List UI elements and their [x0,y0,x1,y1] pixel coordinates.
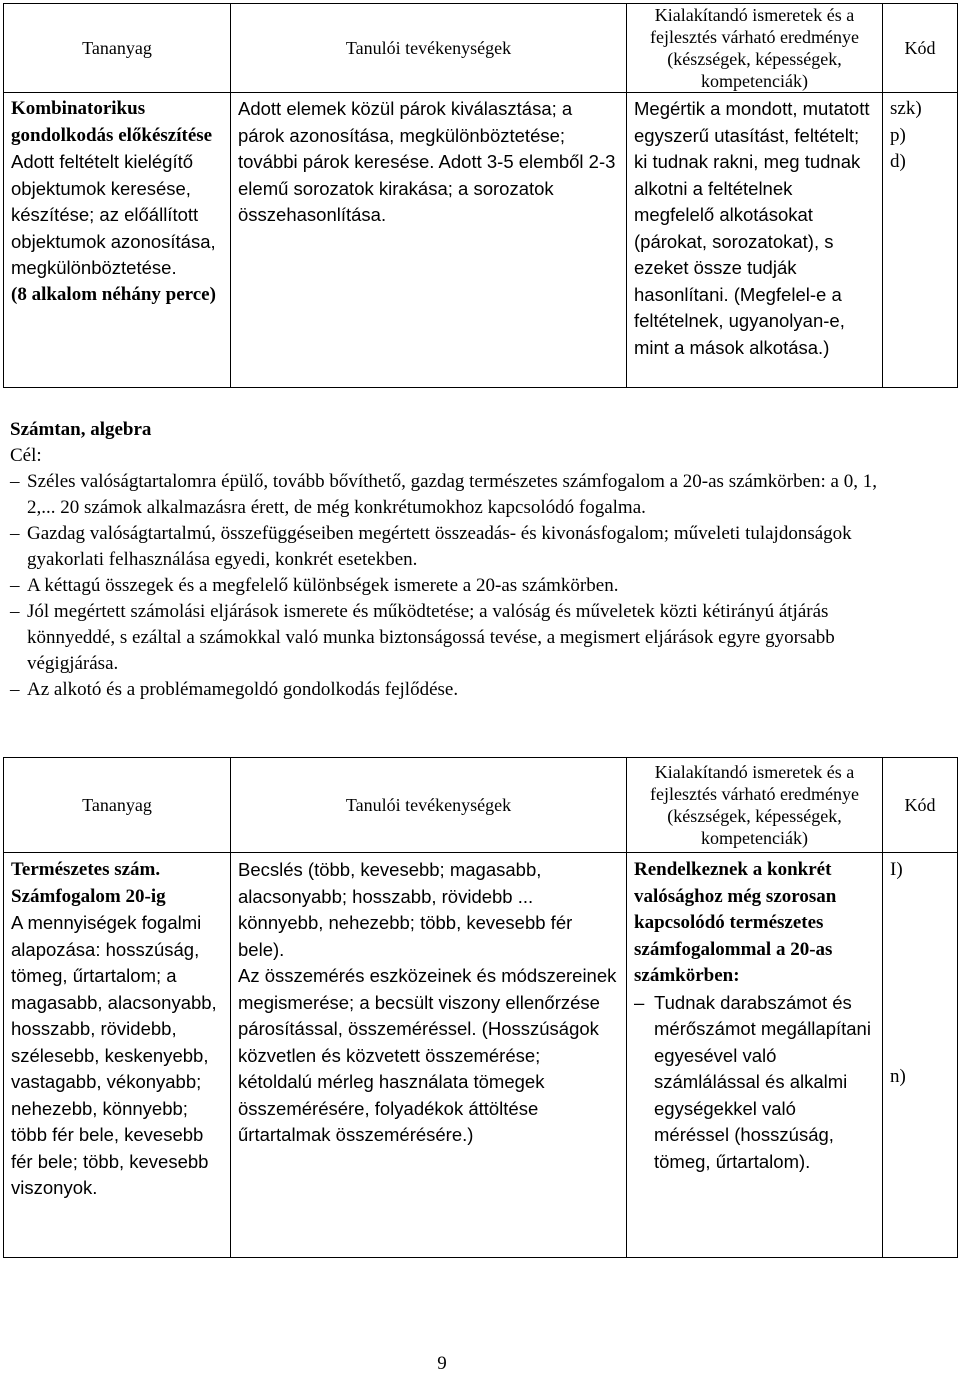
outcome-title: Rendelkeznek a konkrét valósághoz még szorosan kapcsolódó természetes számfogalommal a 20-as számkörben: [634,859,837,986]
page-number: 9 [437,1353,447,1374]
kod-spacer [890,884,950,1064]
topic-title: Természetes szám. Számfogalom 20-ig [11,859,166,907]
topic-title: Kombinatorikus gondolkodás előkészítése [11,98,213,146]
table-row [4,853,958,1258]
cell-kialakitando: Megértik a mondott, mutatott egyszerű utasítást, feltételt; ki tudnak rakni, meg tudnak alkotni a feltételnek megfelelő alkotásokat (párokat, sorozatokat), s ezeket össze tudják hasonlítani. (Megfelel-e a feltételnek, ugyanolyan-e, mint a mások alkotása.) [627,93,883,388]
cell-tananyag [4,93,231,388]
activity-text: Az összemérés eszközeinek és módszereinek megismerése; a becsült viszony ellenőrzése párosítással, összeméréssel. (Hosszúságok közvetlen és közvetett összemérése; kétoldalú mérleg használata tömegek összemérésére, folyadékok áttöltése űrtartalmak összemérésére.) [238,965,617,1145]
header-tananyag: Tananyag [4,758,231,853]
kod-code: p) [890,124,906,146]
outcome-list [634,990,875,1176]
topic-description: A mennyiségek fogalmi alapozása: hosszúság, tömeg, űrtartalom; a magasabb, alacsonyabb, hosszabb, rövidebb, szélesebb, keskenyebb, vastagabb, vékonyabb; nehezebb, könnyebb; több fér bele, kevesebb fér bele; több, kevesebb viszonyok. [11,912,217,1198]
header-kod: Kód [883,4,958,93]
topic-description: Adott feltételt kielégítő objektumok keresése, készítése; az előállított objektumok azonosítása, megkülönböztetése. [11,151,216,278]
table-header-row [4,758,958,853]
list-item: – Tudnak darabszámot és mérőszámot megállapítani egyesével való számlálással és alkalmi egységekkel való méréssel (hosszúság, tömeg, űrtartalom). [634,990,875,1176]
header-tananyag: Tananyag [4,4,231,93]
table-header-row [4,4,958,93]
cell-tananyag [4,853,231,1258]
header-kialakitando: Kialakítandó ismeretek és a fejlesztés várható eredménye (készségek, képességek, kompetenciák) [627,758,883,853]
topic-note: (8 alkalom néhány perce) [11,283,216,305]
list-item: – Gazdag valóságtartalmú, összefüggéseiben megértett összeadás- és kivonásfogalom; műveleti tulajdonságok gyakorlati felhasználása egyedi, konkrét esetekben. [10,521,910,573]
list-item: – Jól megértett számolási eljárások ismerete és működtetése; a valóság és műveletek közti kétirányú átjárás könnyeddé, s ezáltal a számokkal való munka biztonságossá tevése, a megismert eljárások egyre gyorsabb végigjárása. [10,599,910,677]
cell-tanuloi: Adott elemek közül párok kiválasztása; a párok azonosítása, megkülönböztetése; további párok keresése. Adott 3-5 elemből 2-3 elemű sorozatok kirakása; a sorozatok összehasonlítása. [231,93,627,388]
header-tanuloi-tevekenysegek: Tanulói tevékenységek [231,4,627,93]
activity-text: Becslés (több, kevesebb; magasabb, alacsonyabb; hosszabb, rövidebb ... könnyebb, nehezebb; több, kevesebb fér bele). [238,859,573,960]
table-row [4,93,958,388]
section-title: Számtan, algebra [10,419,152,440]
goal-list [10,469,910,703]
kod-code: I) [890,859,903,880]
cell-kialakitando [627,853,883,1258]
kod-code: szk) [890,98,922,119]
kod-code: n) [890,1065,906,1087]
list-item: – A kéttagú összegek és a megfelelő különbségek ismerete a 20-as számkörben. [10,573,910,599]
curriculum-table-2 [3,757,958,1258]
cell-kod [883,853,958,1258]
header-kod: Kód [883,758,958,853]
header-tanuloi-tevekenysegek: Tanulói tevékenységek [231,758,627,853]
list-item: – Széles valóságtartalomra épülő, tovább bővíthető, gazdag természetes számfogalom a 20-as számkörben: a 0, 1, 2,... 20 számok alkalmazásra érett, de még konkrétumokhoz kapcsolódó fogalma. [10,469,910,521]
cell-tanuloi [231,853,627,1258]
cell-kod [883,93,958,388]
header-kialakitando: Kialakítandó ismeretek és a fejlesztés várható eredménye (készségek, képességek, kompetenciák) [627,4,883,93]
kod-code: d) [890,151,906,172]
curriculum-table-1 [3,3,958,388]
list-item: – Az alkotó és a problémamegoldó gondolkodás fejlődése. [10,677,910,703]
section-szamtan-algebra [10,417,910,703]
goal-label: Cél: [10,445,42,466]
